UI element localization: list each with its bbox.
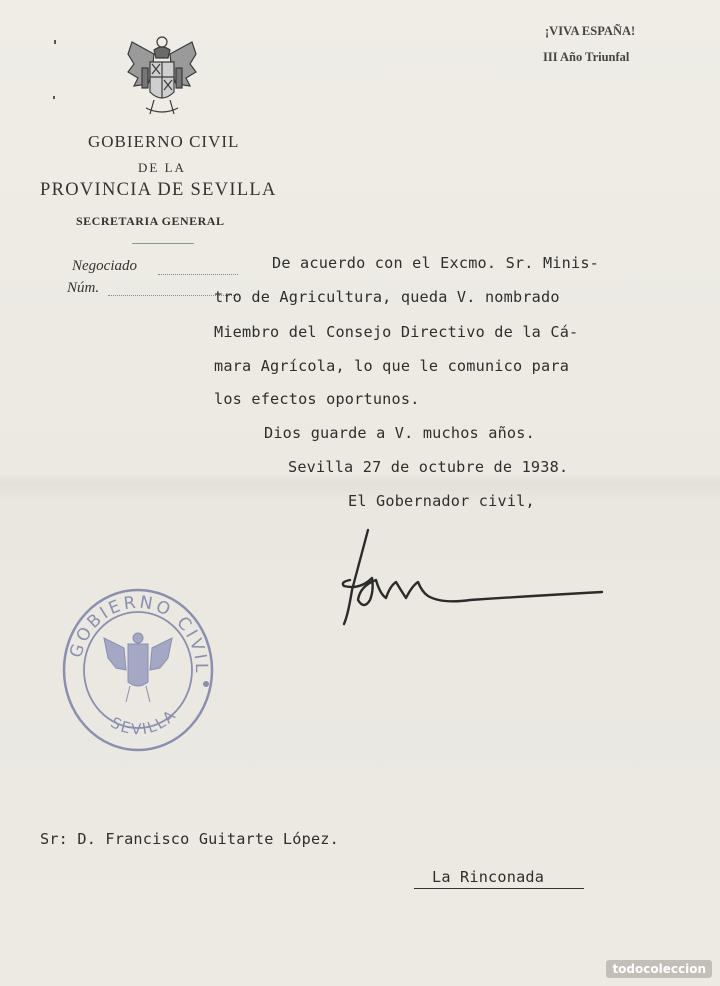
watermark: todocoleccion	[606, 960, 712, 978]
body-line: Miembro del Consejo Directivo de la Cá-	[214, 323, 579, 341]
body-line: los efectos oportunos.	[214, 390, 420, 408]
paper-mark	[53, 96, 55, 99]
letterhead-title: GOBIERNO CIVIL	[88, 132, 240, 151]
underline	[414, 888, 584, 889]
date-line: Sevilla 27 de octubre de 1938.	[288, 458, 569, 476]
eagle-coat-of-arms-icon	[124, 34, 200, 118]
paper-mark	[54, 40, 56, 44]
letterhead-department: SECRETARIA GENERAL	[76, 214, 225, 228]
svg-text:SEVILLA	[108, 706, 181, 739]
recipient-town: La Rinconada	[432, 868, 545, 886]
letterhead-subtitle: DE LA	[138, 160, 186, 175]
body-line: mara Agrícola, lo que le comunico para	[214, 357, 570, 375]
negociado-label: Negociado	[72, 258, 137, 274]
handwritten-signature	[330, 520, 610, 630]
divider	[132, 243, 194, 244]
num-label: Núm.	[67, 280, 100, 296]
slogan: ¡VIVA ESPAÑA!	[545, 24, 636, 38]
stamp-bottom-text: SEVILLA	[107, 705, 181, 739]
year-label: III Año Triunfal	[543, 50, 630, 64]
letterhead-province: PROVINCIA DE SEVILLA	[40, 180, 277, 200]
body-line: De acuerdo con el Excmo. Sr. Minis-	[272, 254, 600, 272]
stamp-top-text: GOBIERNO CIVIL	[66, 592, 212, 676]
body-line: tro de Agricultura, queda V. nombrado	[214, 288, 560, 306]
official-stamp	[60, 578, 216, 754]
negociado-field-line	[158, 273, 238, 275]
signatory-line: El Gobernador civil,	[348, 492, 535, 510]
body-line: Dios guarde a V. muchos años.	[264, 424, 535, 442]
recipient-name: Sr: D. Francisco Guitarte López.	[40, 830, 339, 848]
